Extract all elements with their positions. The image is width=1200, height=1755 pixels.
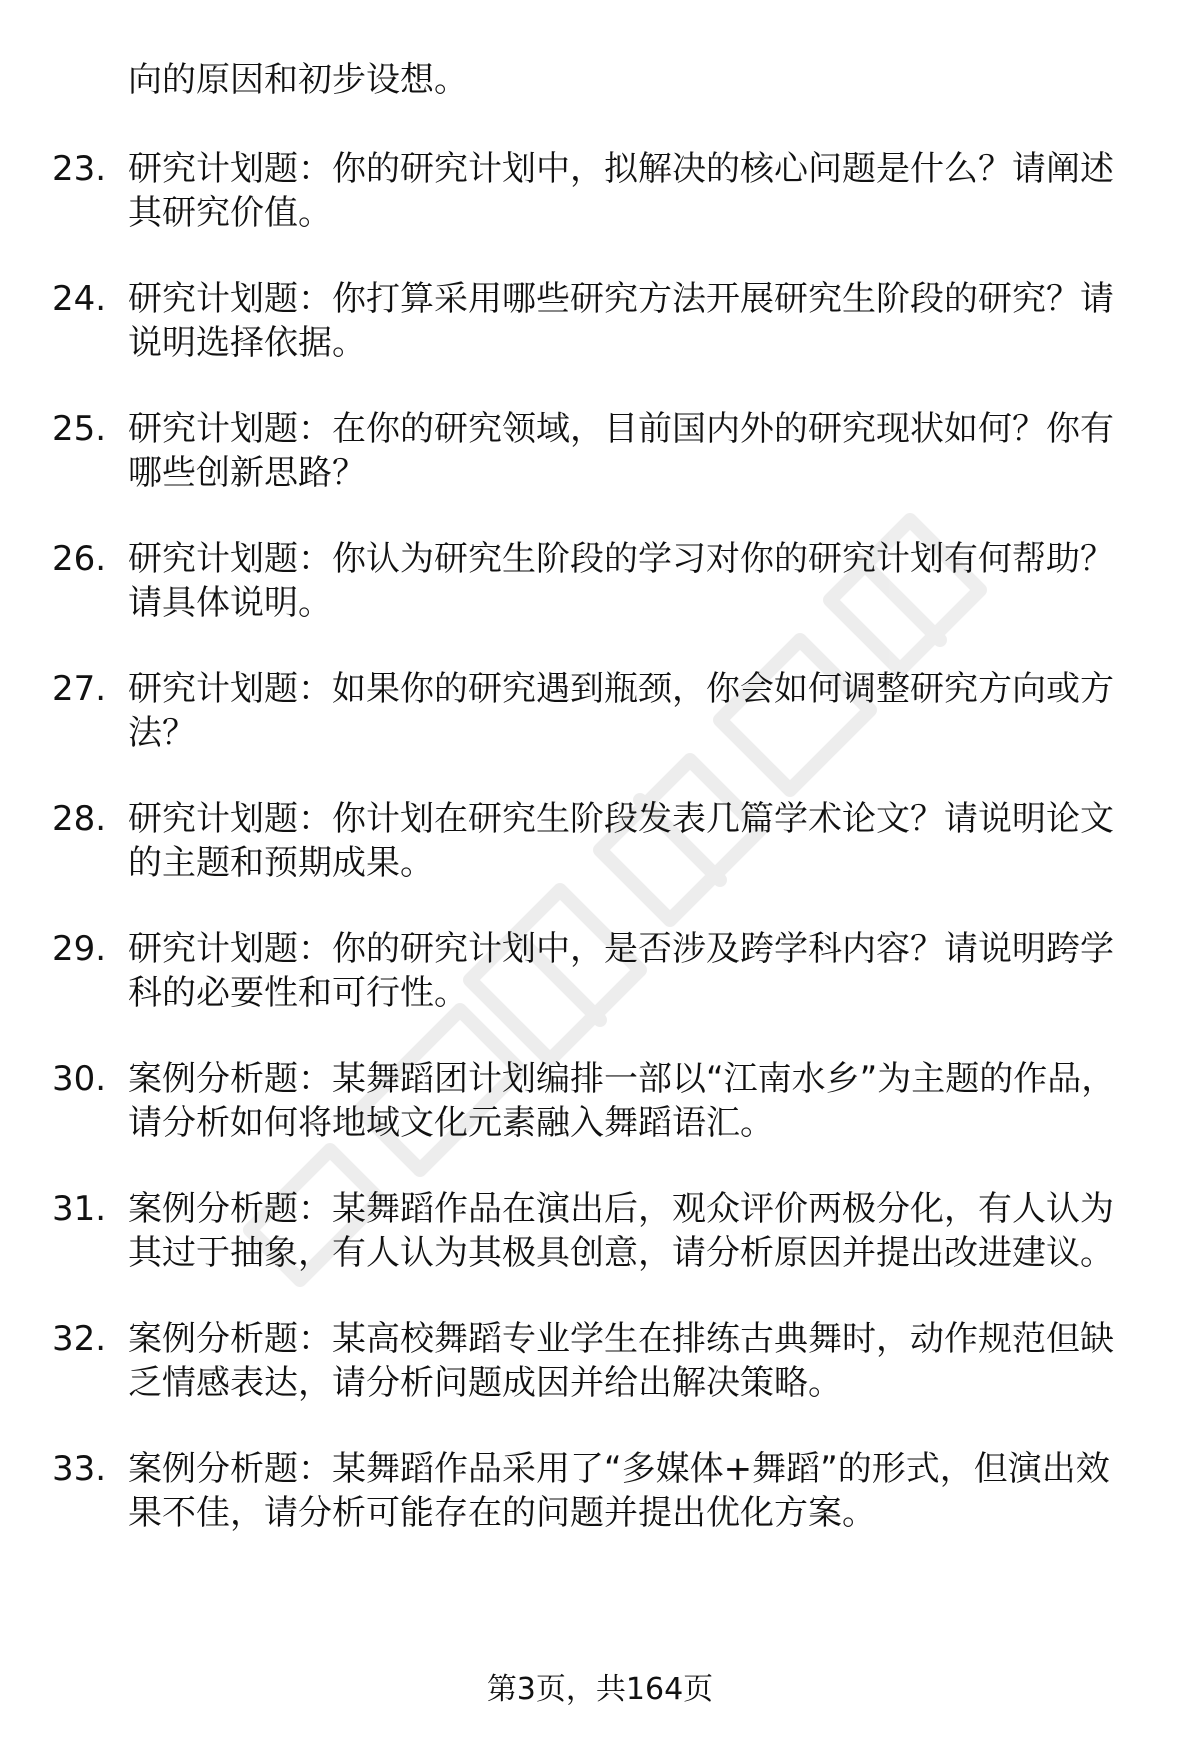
question-text: 案例分析题：某舞蹈团计划编排一部以“江南水乡”为主题的作品，请分析如何将地域文化元素融入舞蹈语汇。	[128, 1059, 1116, 1143]
page-footer: 第3页，共164页	[486, 1672, 714, 1707]
question-item	[0, 1057, 1138, 1145]
continuation-text: 向的原因和初步设想。	[128, 60, 468, 100]
question-text: 研究计划题：你的研究计划中，是否涉及跨学科内容？请说明跨学科的必要性和可行性。	[128, 929, 1114, 1013]
question-text: 研究计划题：你打算采用哪些研究方法开展研究生阶段的研究？请说明选择依据。	[128, 279, 1114, 363]
question-item	[0, 927, 1138, 1015]
question-number: 33.	[52, 1449, 107, 1489]
question-item	[0, 667, 1138, 755]
question-number: 27.	[52, 669, 107, 709]
question-text: 案例分析题：某高校舞蹈专业学生在排练古典舞时，动作规范但缺乏情感表达，请分析问题成因并给出解决策略。	[128, 1319, 1114, 1403]
question-item	[0, 797, 1138, 885]
question-text: 研究计划题：在你的研究领域，目前国内外的研究现状如何？你有哪些创新思路？	[128, 409, 1114, 493]
question-item	[0, 1317, 1138, 1405]
question-item	[0, 1447, 1138, 1535]
question-text: 研究计划题：你计划在研究生阶段发表几篇学术论文？请说明论文的主题和预期成果。	[128, 799, 1114, 883]
question-list	[0, 147, 1200, 1577]
question-number: 32.	[52, 1319, 107, 1359]
question-text: 案例分析题：某舞蹈作品在演出后，观众评价两极分化，有人认为其过于抽象，有人认为其极具创意，请分析原因并提出改进建议。	[128, 1189, 1114, 1273]
question-text: 研究计划题：你认为研究生阶段的学习对你的研究计划有何帮助？请具体说明。	[128, 539, 1114, 623]
question-number: 24.	[52, 279, 107, 319]
question-number: 31.	[52, 1189, 107, 1229]
question-text: 研究计划题：你的研究计划中，拟解决的核心问题是什么？请阐述其研究价值。	[128, 149, 1114, 233]
question-number: 28.	[52, 799, 107, 839]
question-item	[0, 407, 1138, 495]
question-number: 30.	[52, 1059, 107, 1099]
question-item	[0, 147, 1138, 235]
question-number: 25.	[52, 409, 107, 449]
question-number: 23.	[52, 149, 107, 189]
question-number: 29.	[52, 929, 107, 969]
question-text: 研究计划题：如果你的研究遇到瓶颈，你会如何调整研究方向或方法？	[128, 669, 1114, 753]
question-number: 26.	[52, 539, 107, 579]
question-item	[0, 537, 1138, 625]
question-item	[0, 277, 1138, 365]
question-text: 案例分析题：某舞蹈作品采用了“多媒体+舞蹈”的形式，但演出效果不佳，请分析可能存在的问题并提出优化方案。	[128, 1449, 1110, 1533]
question-item	[0, 1187, 1138, 1275]
